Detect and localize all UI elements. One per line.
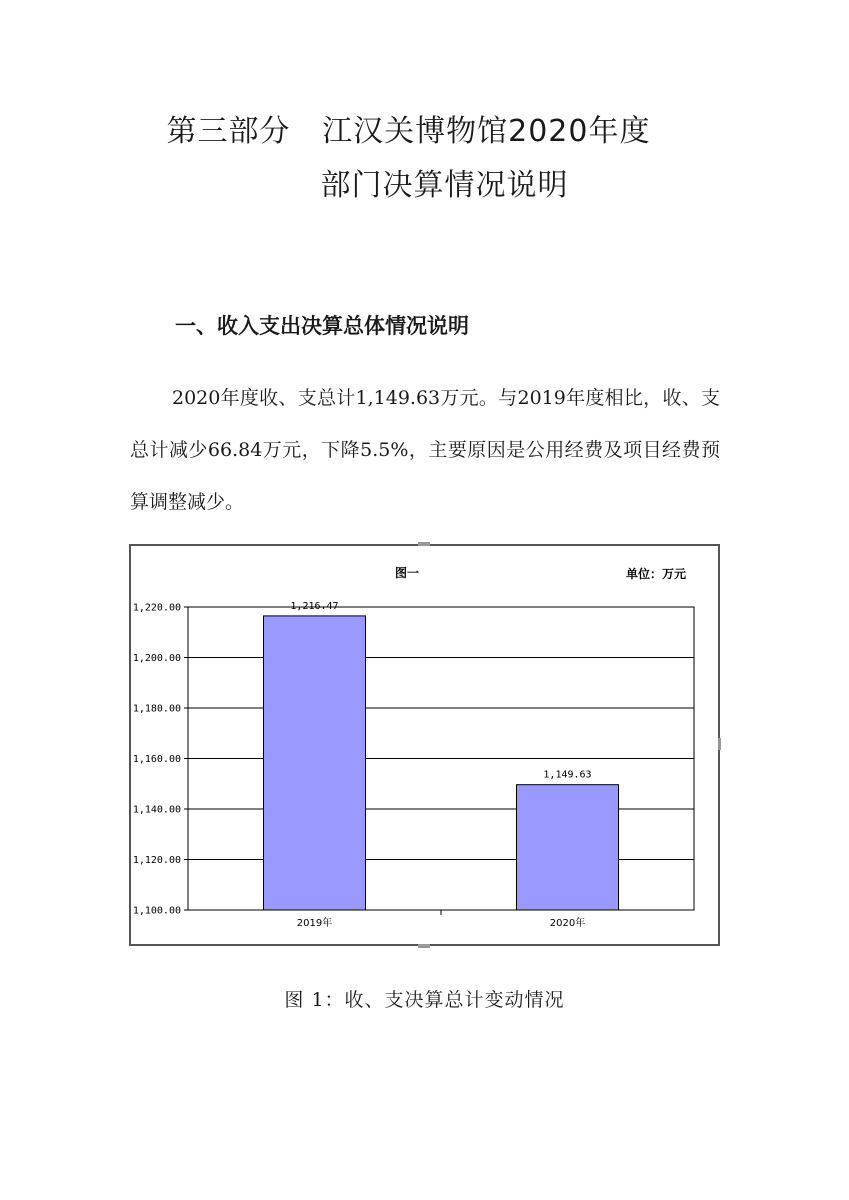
data-label: 1,149.63	[543, 769, 592, 781]
y-tick-label: 1,200.00	[132, 653, 181, 664]
frame-handle-right	[718, 738, 721, 750]
y-tick-label: 1,180.00	[132, 703, 181, 715]
y-tick-label: 1,100.00	[132, 905, 181, 917]
frame-handle-bottom	[418, 944, 430, 948]
x-tick-label: 2020年	[549, 918, 586, 929]
y-tick-label: 1,160.00	[132, 754, 181, 765]
y-tick-label: 1,140.00	[132, 804, 181, 816]
chart-unit-label: 单位：万元	[625, 567, 686, 581]
y-tick-label: 1,120.00	[132, 855, 181, 866]
frame-handle-top	[418, 542, 430, 546]
figure-caption: 图 1：收、支决算总计变动情况	[284, 989, 565, 1011]
y-tick-label: 1,220.00	[132, 602, 181, 614]
body-paragraph: 2020年度收、支总计1,149.63万元。与2019年度相比，收、支总计减少66.84万元，下降5.5%，主要原因是公用经费及项目经费预算调整减少。	[130, 387, 720, 513]
chart-frame	[129, 544, 720, 946]
section-heading: 一、收入支出决算总体情况说明	[175, 314, 469, 338]
x-tick-label: 2019年	[296, 918, 333, 929]
bar-chart	[131, 546, 718, 944]
data-label: 1,216.47	[290, 600, 339, 612]
bar	[517, 785, 619, 910]
document-title-line-1: 第三部分 江汉关博物馆2020年度	[166, 114, 651, 149]
chart-title: 图一	[394, 566, 420, 580]
bar	[264, 616, 366, 910]
document-title-line-2: 部门决算情况说明	[320, 168, 569, 203]
